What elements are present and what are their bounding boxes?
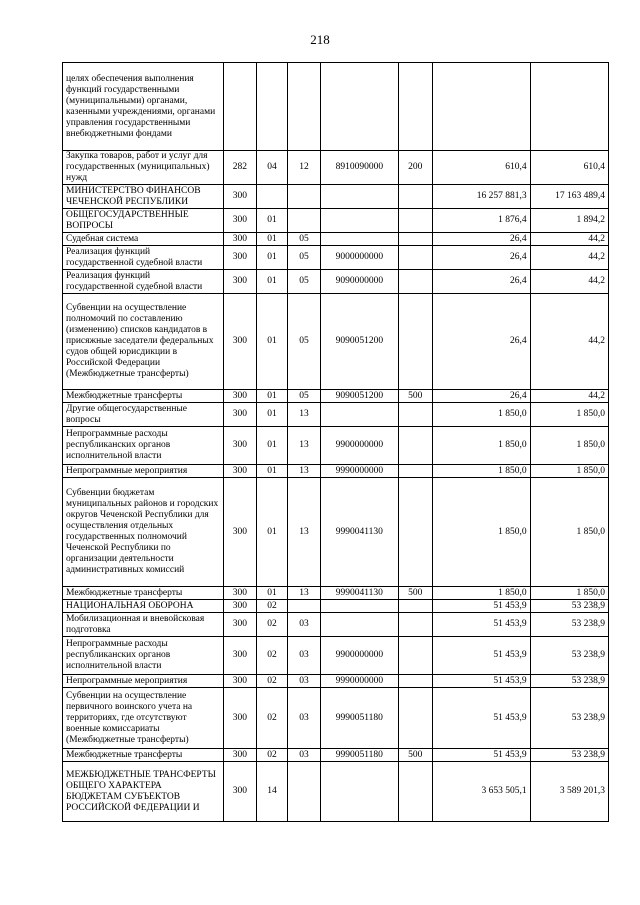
row-vr-cell: 500 [398,749,433,762]
row-ved-cell: 300 [223,403,257,427]
row-pr-cell [287,762,321,822]
table-row [63,688,609,749]
row-amount-year2-cell: 17 163 489,4 [530,185,608,209]
row-amount-year2-cell: 53 238,9 [530,749,608,762]
row-vr-cell [398,465,433,478]
row-ved-cell: 300 [223,675,257,688]
row-name-cell: Непрограммные расходы республиканских органов исполнительной власти [63,637,224,675]
row-pr-cell: 03 [287,613,321,637]
row-rz-cell [257,63,288,151]
row-amount-year1-cell: 1 876,4 [433,209,531,233]
table-row [63,762,609,822]
row-amount-year1-cell: 26,4 [433,270,531,294]
row-pr-cell: 05 [287,233,321,246]
row-pr-cell: 03 [287,688,321,749]
table-row [63,587,609,600]
row-name-cell: Непрограммные мероприятия [63,675,224,688]
row-rz-cell: 02 [257,613,288,637]
row-amount-year1-cell: 26,4 [433,390,531,403]
table-row [63,427,609,465]
row-rz-cell: 01 [257,427,288,465]
table-row [63,478,609,587]
row-ved-cell: 300 [223,478,257,587]
row-name-cell: Субвенции на осуществление первичного воинского учета на территориях, где отсутствуют военные комиссариаты (Межбюджетные трансферты) [63,688,224,749]
row-pr-cell: 13 [287,587,321,600]
row-vr-cell: 500 [398,587,433,600]
row-pr-cell: 03 [287,749,321,762]
row-name-cell: Непрограммные расходы республиканских органов исполнительной власти [63,427,224,465]
row-csr-cell: 9000000000 [321,246,398,270]
row-amount-year1-cell: 1 850,0 [433,587,531,600]
row-vr-cell [398,185,433,209]
row-vr-cell [398,688,433,749]
row-amount-year1-cell: 51 453,9 [433,749,531,762]
row-rz-cell: 02 [257,749,288,762]
row-pr-cell [287,185,321,209]
row-amount-year1-cell: 26,4 [433,294,531,390]
row-name-cell: НАЦИОНАЛЬНАЯ ОБОРОНА [63,600,224,613]
row-amount-year1-cell: 1 850,0 [433,465,531,478]
row-amount-year1-cell: 610,4 [433,151,531,185]
table-row [63,294,609,390]
row-amount-year2-cell: 53 238,9 [530,613,608,637]
row-vr-cell [398,233,433,246]
row-amount-year2-cell: 1 850,0 [530,403,608,427]
row-csr-cell: 9900000000 [321,637,398,675]
row-csr-cell [321,613,398,637]
row-pr-cell: 13 [287,478,321,587]
row-amount-year2-cell: 3 589 201,3 [530,762,608,822]
row-ved-cell [223,63,257,151]
table-row [63,403,609,427]
row-rz-cell: 01 [257,294,288,390]
row-vr-cell [398,478,433,587]
row-csr-cell: 9090051200 [321,390,398,403]
row-vr-cell [398,294,433,390]
row-amount-year1-cell: 51 453,9 [433,688,531,749]
row-vr-cell [398,600,433,613]
row-ved-cell: 300 [223,233,257,246]
row-ved-cell: 300 [223,600,257,613]
row-vr-cell [398,209,433,233]
row-name-cell: Межбюджетные трансферты [63,749,224,762]
row-amount-year2-cell: 44,2 [530,270,608,294]
row-pr-cell [287,209,321,233]
row-pr-cell: 03 [287,675,321,688]
row-amount-year2-cell: 53 238,9 [530,637,608,675]
table-row [63,151,609,185]
row-amount-year2-cell: 53 238,9 [530,675,608,688]
row-rz-cell: 01 [257,587,288,600]
row-csr-cell: 9090051200 [321,294,398,390]
row-rz-cell: 01 [257,390,288,403]
row-amount-year2-cell: 1 850,0 [530,478,608,587]
row-name-cell: Мобилизационная и вневойсковая подготовка [63,613,224,637]
row-ved-cell: 282 [223,151,257,185]
row-rz-cell: 02 [257,675,288,688]
table-row [63,613,609,637]
row-ved-cell: 300 [223,688,257,749]
row-vr-cell [398,427,433,465]
row-ved-cell: 300 [223,246,257,270]
row-csr-cell: 9990041130 [321,587,398,600]
table-row [63,749,609,762]
row-csr-cell: 9990051180 [321,688,398,749]
row-amount-year2-cell: 44,2 [530,390,608,403]
row-csr-cell [321,209,398,233]
row-rz-cell: 14 [257,762,288,822]
row-rz-cell: 01 [257,403,288,427]
row-amount-year2-cell: 53 238,9 [530,688,608,749]
row-pr-cell: 05 [287,246,321,270]
row-rz-cell: 01 [257,465,288,478]
row-rz-cell: 01 [257,270,288,294]
row-name-cell: Судебная система [63,233,224,246]
table-row [63,390,609,403]
row-rz-cell: 01 [257,478,288,587]
row-name-cell: Субвенции бюджетам муниципальных районов и городских округов Чеченской Республики для осуществления отдельных государственных полномочий Чеченской Республики по организации деятельности административных комиссий [63,478,224,587]
row-pr-cell: 05 [287,270,321,294]
row-amount-year2-cell: 1 850,0 [530,465,608,478]
row-ved-cell: 300 [223,185,257,209]
row-name-cell: Субвенции на осуществление полномочий по составлению (изменению) списков кандидатов в присяжные заседатели федеральных судов общей юрисдикции в Российской Федерации (Межбюджетные трансферты) [63,294,224,390]
row-vr-cell: 200 [398,151,433,185]
row-vr-cell [398,63,433,151]
row-name-cell: Закупка товаров, работ и услуг для государственных (муниципальных) нужд [63,151,224,185]
row-pr-cell [287,600,321,613]
row-csr-cell: 9990051180 [321,749,398,762]
row-vr-cell [398,270,433,294]
row-csr-cell [321,185,398,209]
row-name-cell: Межбюджетные трансферты [63,390,224,403]
row-amount-year1-cell: 3 653 505,1 [433,762,531,822]
row-pr-cell: 12 [287,151,321,185]
row-ved-cell: 300 [223,270,257,294]
row-pr-cell: 13 [287,427,321,465]
table-row [63,270,609,294]
row-amount-year1-cell: 26,4 [433,246,531,270]
row-pr-cell [287,63,321,151]
row-csr-cell [321,600,398,613]
row-rz-cell: 02 [257,688,288,749]
table-row [63,675,609,688]
row-ved-cell: 300 [223,749,257,762]
row-csr-cell [321,233,398,246]
row-csr-cell [321,403,398,427]
row-ved-cell: 300 [223,427,257,465]
row-pr-cell: 05 [287,390,321,403]
row-rz-cell: 01 [257,233,288,246]
row-ved-cell: 300 [223,465,257,478]
row-amount-year1-cell: 51 453,9 [433,637,531,675]
row-pr-cell: 13 [287,465,321,478]
row-vr-cell: 500 [398,390,433,403]
row-ved-cell: 300 [223,637,257,675]
row-amount-year2-cell: 1 850,0 [530,587,608,600]
budget-table-body [63,63,609,822]
row-ved-cell: 300 [223,209,257,233]
row-name-cell: Реализация функций государственной судебной власти [63,246,224,270]
row-vr-cell [398,403,433,427]
row-rz-cell: 01 [257,209,288,233]
row-amount-year2-cell: 44,2 [530,233,608,246]
row-ved-cell: 300 [223,294,257,390]
row-amount-year1-cell: 26,4 [433,233,531,246]
row-vr-cell [398,637,433,675]
row-pr-cell: 13 [287,403,321,427]
row-pr-cell: 05 [287,294,321,390]
row-name-cell: МЕЖБЮДЖЕТНЫЕ ТРАНСФЕРТЫ ОБЩЕГО ХАРАКТЕРА БЮДЖЕТАМ СУБЪЕКТОВ РОССИЙСКОЙ ФЕДЕРАЦИИ И [63,762,224,822]
row-ved-cell: 300 [223,390,257,403]
row-amount-year1-cell: 51 453,9 [433,613,531,637]
row-amount-year1-cell: 16 257 881,3 [433,185,531,209]
row-amount-year2-cell: 53 238,9 [530,600,608,613]
row-rz-cell: 02 [257,637,288,675]
row-rz-cell: 01 [257,246,288,270]
row-amount-year2-cell: 44,2 [530,294,608,390]
row-name-cell: Реализация функций государственной судебной власти [63,270,224,294]
row-ved-cell: 300 [223,613,257,637]
row-name-cell: МИНИСТЕРСТВО ФИНАНСОВ ЧЕЧЕНСКОЙ РЕСПУБЛИКИ [63,185,224,209]
table-row [63,233,609,246]
row-csr-cell [321,63,398,151]
row-name-cell: Непрограммные мероприятия [63,465,224,478]
row-amount-year2-cell: 1 850,0 [530,427,608,465]
row-vr-cell [398,246,433,270]
table-row [63,465,609,478]
row-amount-year1-cell: 51 453,9 [433,675,531,688]
row-pr-cell: 03 [287,637,321,675]
table-row [63,246,609,270]
row-amount-year2-cell: 1 894,2 [530,209,608,233]
row-csr-cell: 9990041130 [321,478,398,587]
row-name-cell: Другие общегосударственные вопросы [63,403,224,427]
row-rz-cell [257,185,288,209]
row-amount-year1-cell: 1 850,0 [433,403,531,427]
row-rz-cell: 04 [257,151,288,185]
row-name-cell: целях обеспечения выполнения функций государственными (муниципальными) органами, казенными учреждениями, органами управления государственными внебюджетными фондами [63,63,224,151]
page-number: 218 [310,32,330,47]
row-amount-year2-cell [530,63,608,151]
table-row [63,600,609,613]
row-csr-cell: 9990000000 [321,465,398,478]
row-csr-cell: 8910090000 [321,151,398,185]
row-csr-cell: 9990000000 [321,675,398,688]
row-rz-cell: 02 [257,600,288,613]
row-amount-year2-cell: 610,4 [530,151,608,185]
row-name-cell: Межбюджетные трансферты [63,587,224,600]
row-vr-cell [398,613,433,637]
budget-table [62,62,609,822]
row-csr-cell: 9900000000 [321,427,398,465]
row-amount-year1-cell: 51 453,9 [433,600,531,613]
row-csr-cell: 9090000000 [321,270,398,294]
row-name-cell: ОБЩЕГОСУДАРСТВЕННЫЕ ВОПРОСЫ [63,209,224,233]
table-row [63,209,609,233]
row-csr-cell [321,762,398,822]
row-amount-year1-cell: 1 850,0 [433,427,531,465]
row-vr-cell [398,675,433,688]
row-amount-year1-cell [433,63,531,151]
table-row [63,63,609,151]
row-vr-cell [398,762,433,822]
row-ved-cell: 300 [223,587,257,600]
table-row [63,637,609,675]
row-ved-cell: 300 [223,762,257,822]
row-amount-year2-cell: 44,2 [530,246,608,270]
table-row [63,185,609,209]
row-amount-year1-cell: 1 850,0 [433,478,531,587]
